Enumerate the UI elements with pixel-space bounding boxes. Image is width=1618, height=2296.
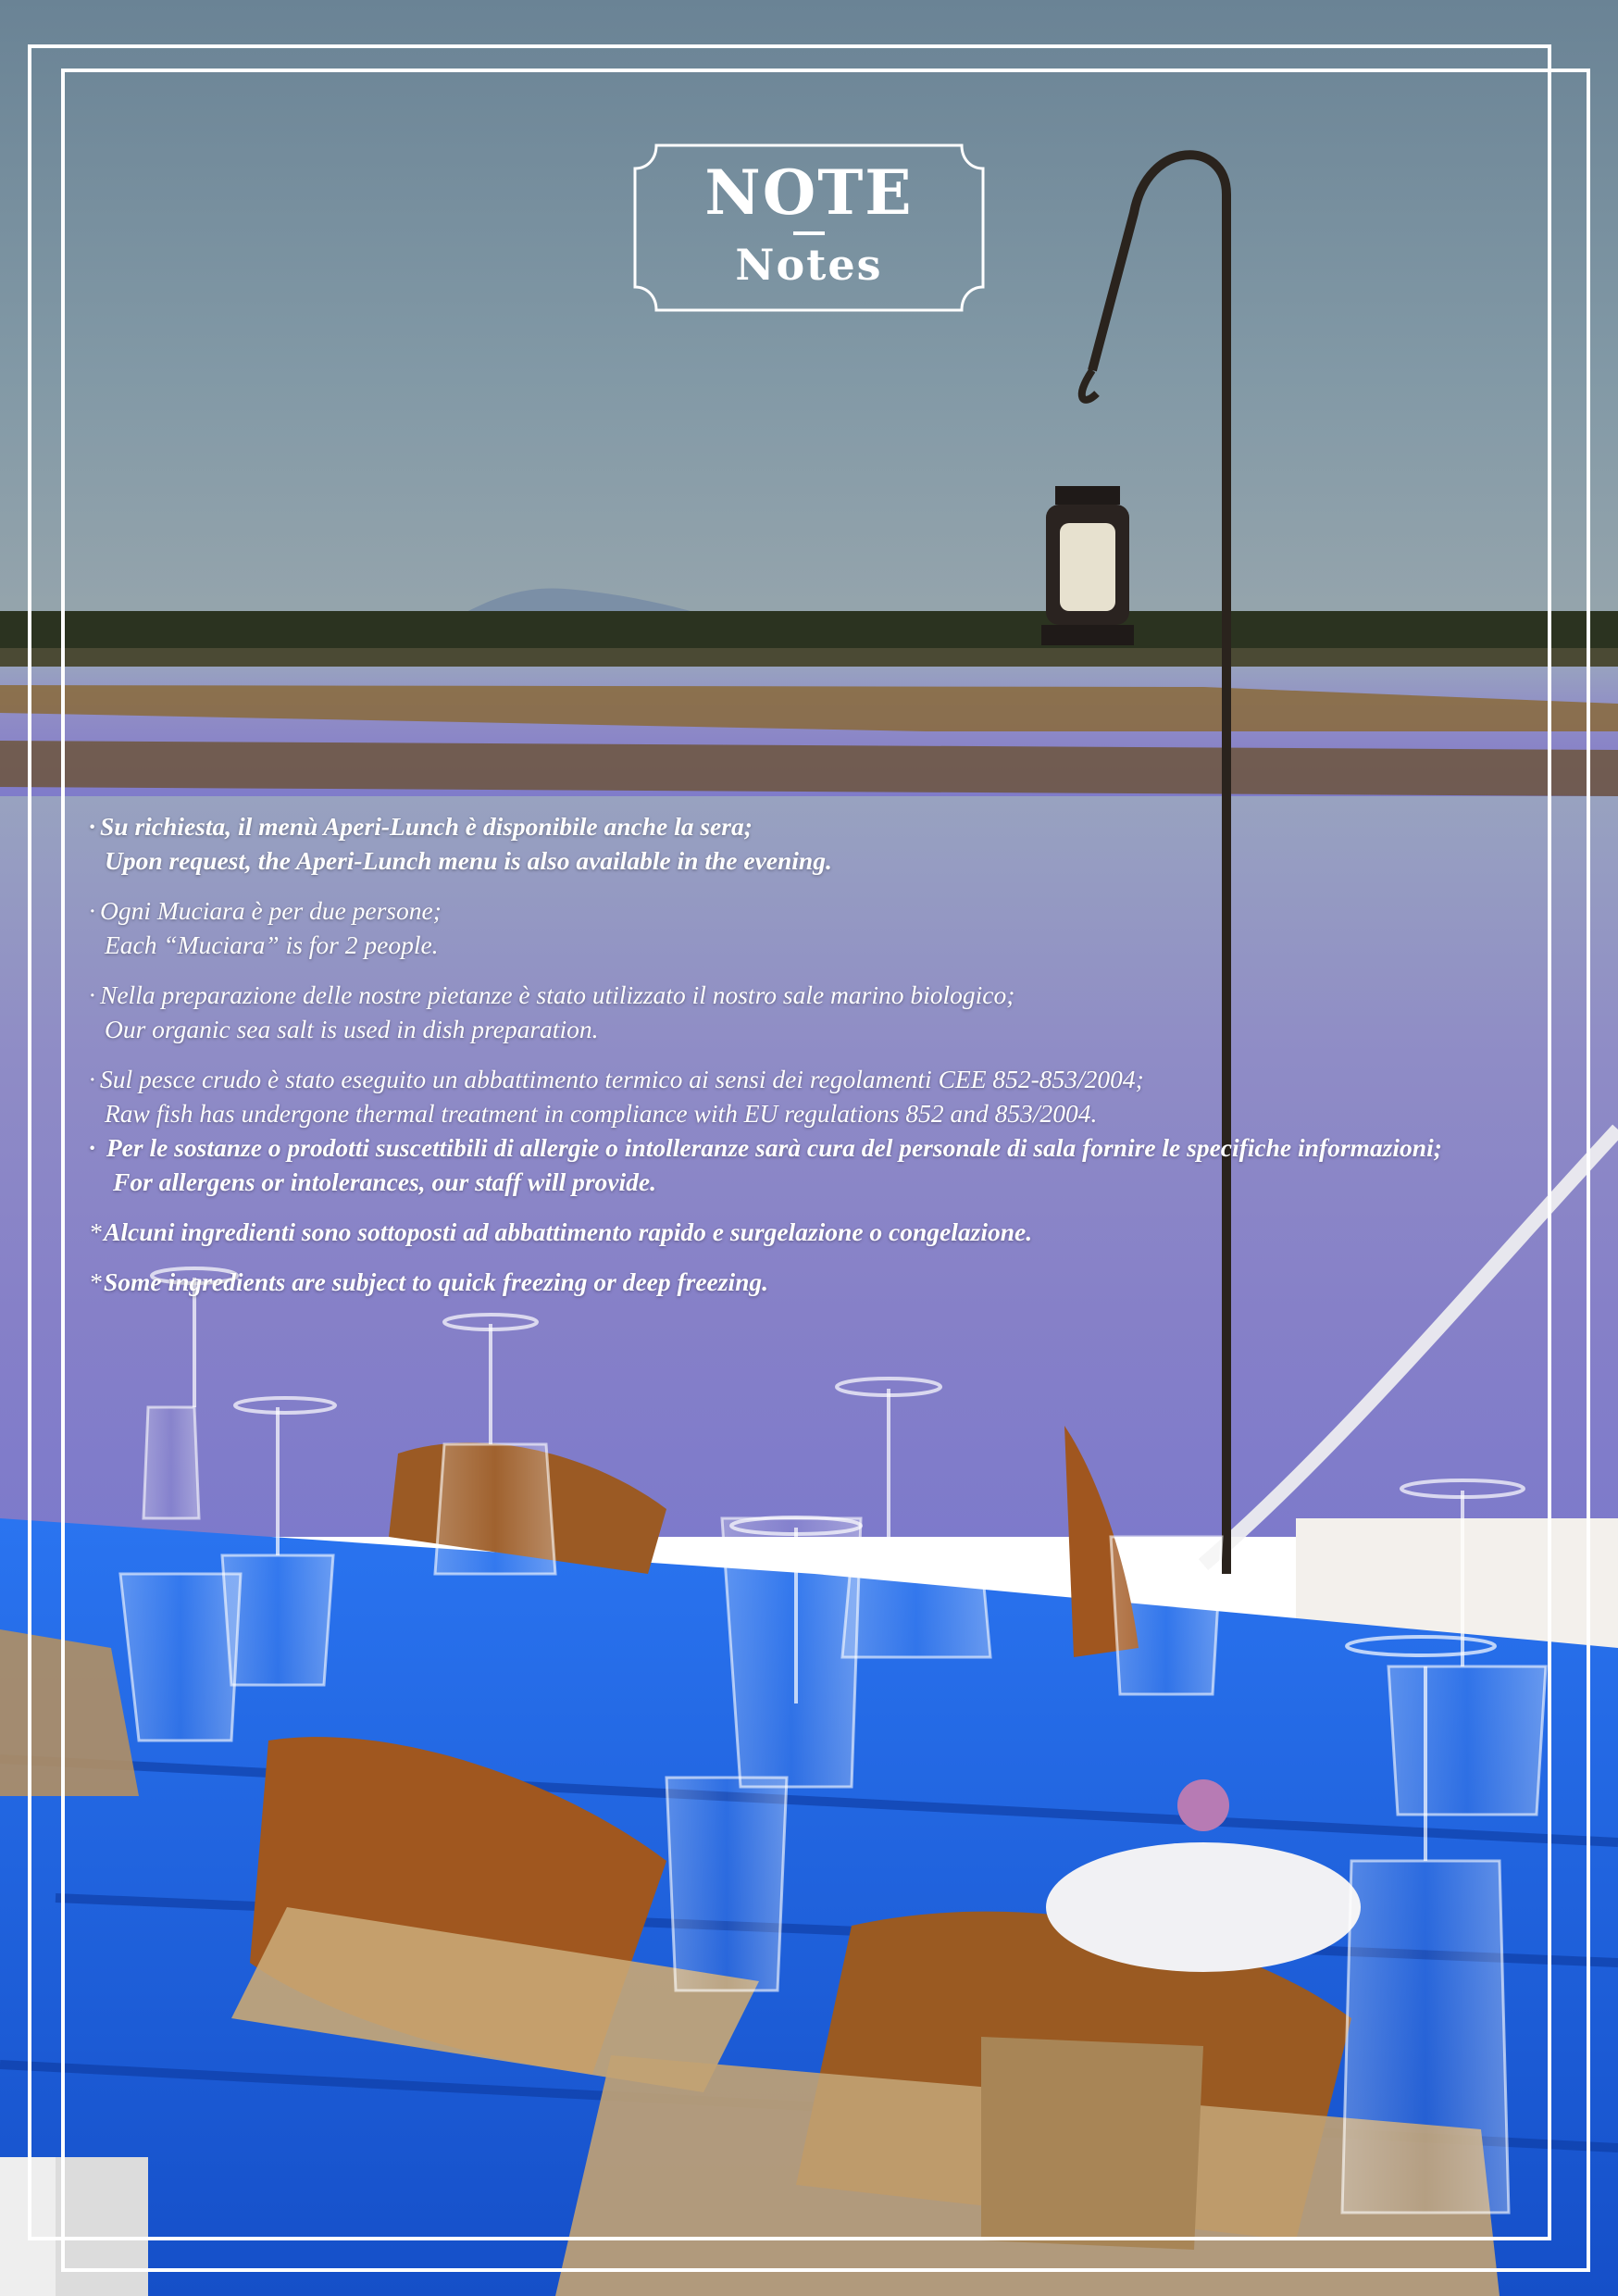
asterisk-note: [89, 1215, 1533, 1249]
bullet-icon: ·: [89, 896, 95, 925]
note-english: Our organic sea salt is used in dish preparation.: [105, 1015, 599, 1043]
page-subtitle: Notes: [735, 240, 883, 290]
bullet-icon: ·: [89, 1133, 95, 1162]
note-english: For allergens or intolerances, our staff will provide.: [113, 1167, 656, 1196]
title-cartouche: [632, 143, 986, 313]
note-item: [89, 809, 1533, 878]
note-italian: Ogni Muciara è per due persone;: [100, 896, 442, 925]
page-title: NOTE: [704, 156, 914, 229]
note-english: Raw fish has undergone thermal treatment in compliance with EU regulations 852 and 853/2004.: [105, 1099, 1098, 1128]
asterisk-note: [89, 1265, 1533, 1299]
asterisk-icon: *: [89, 1217, 102, 1246]
note-item: [89, 1130, 1533, 1199]
note-italian: Nella preparazione delle nostre pietanze è stato utilizzato il nostro sale marino biologico;: [100, 980, 1015, 1009]
asterisk-note-english: Some ingredients are subject to quick freezing or deep freezing.: [104, 1267, 769, 1296]
notes-list: [89, 809, 1533, 1315]
note-italian: Sul pesce crudo è stato eseguito un abbattimento termico ai sensi dei regolamenti CEE 852-853/2004;: [100, 1065, 1144, 1093]
bullet-icon: ·: [89, 812, 95, 841]
title-divider: [793, 231, 825, 235]
bullet-icon: ·: [89, 1065, 95, 1093]
note-item: [89, 1062, 1533, 1130]
note-item: [89, 893, 1533, 962]
note-english: Each “Muciara” is for 2 people.: [105, 930, 439, 959]
note-english: Upon request, the Aperi-Lunch menu is also available in the evening.: [105, 846, 832, 875]
bullet-icon: ·: [89, 980, 95, 1009]
asterisk-note-italian: Alcuni ingredienti sono sottoposti ad abbattimento rapido e surgelazione o congelazione.: [104, 1217, 1033, 1246]
note-italian: Per le sostanze o prodotti suscettibili di allergie o intolleranze sarà cura del personale di sala fornire le specifiche informazioni;: [106, 1133, 1442, 1162]
note-item: [89, 978, 1533, 1046]
asterisk-icon: *: [89, 1267, 102, 1296]
note-italian: Su richiesta, il menù Aperi-Lunch è disponibile anche la sera;: [100, 812, 753, 841]
